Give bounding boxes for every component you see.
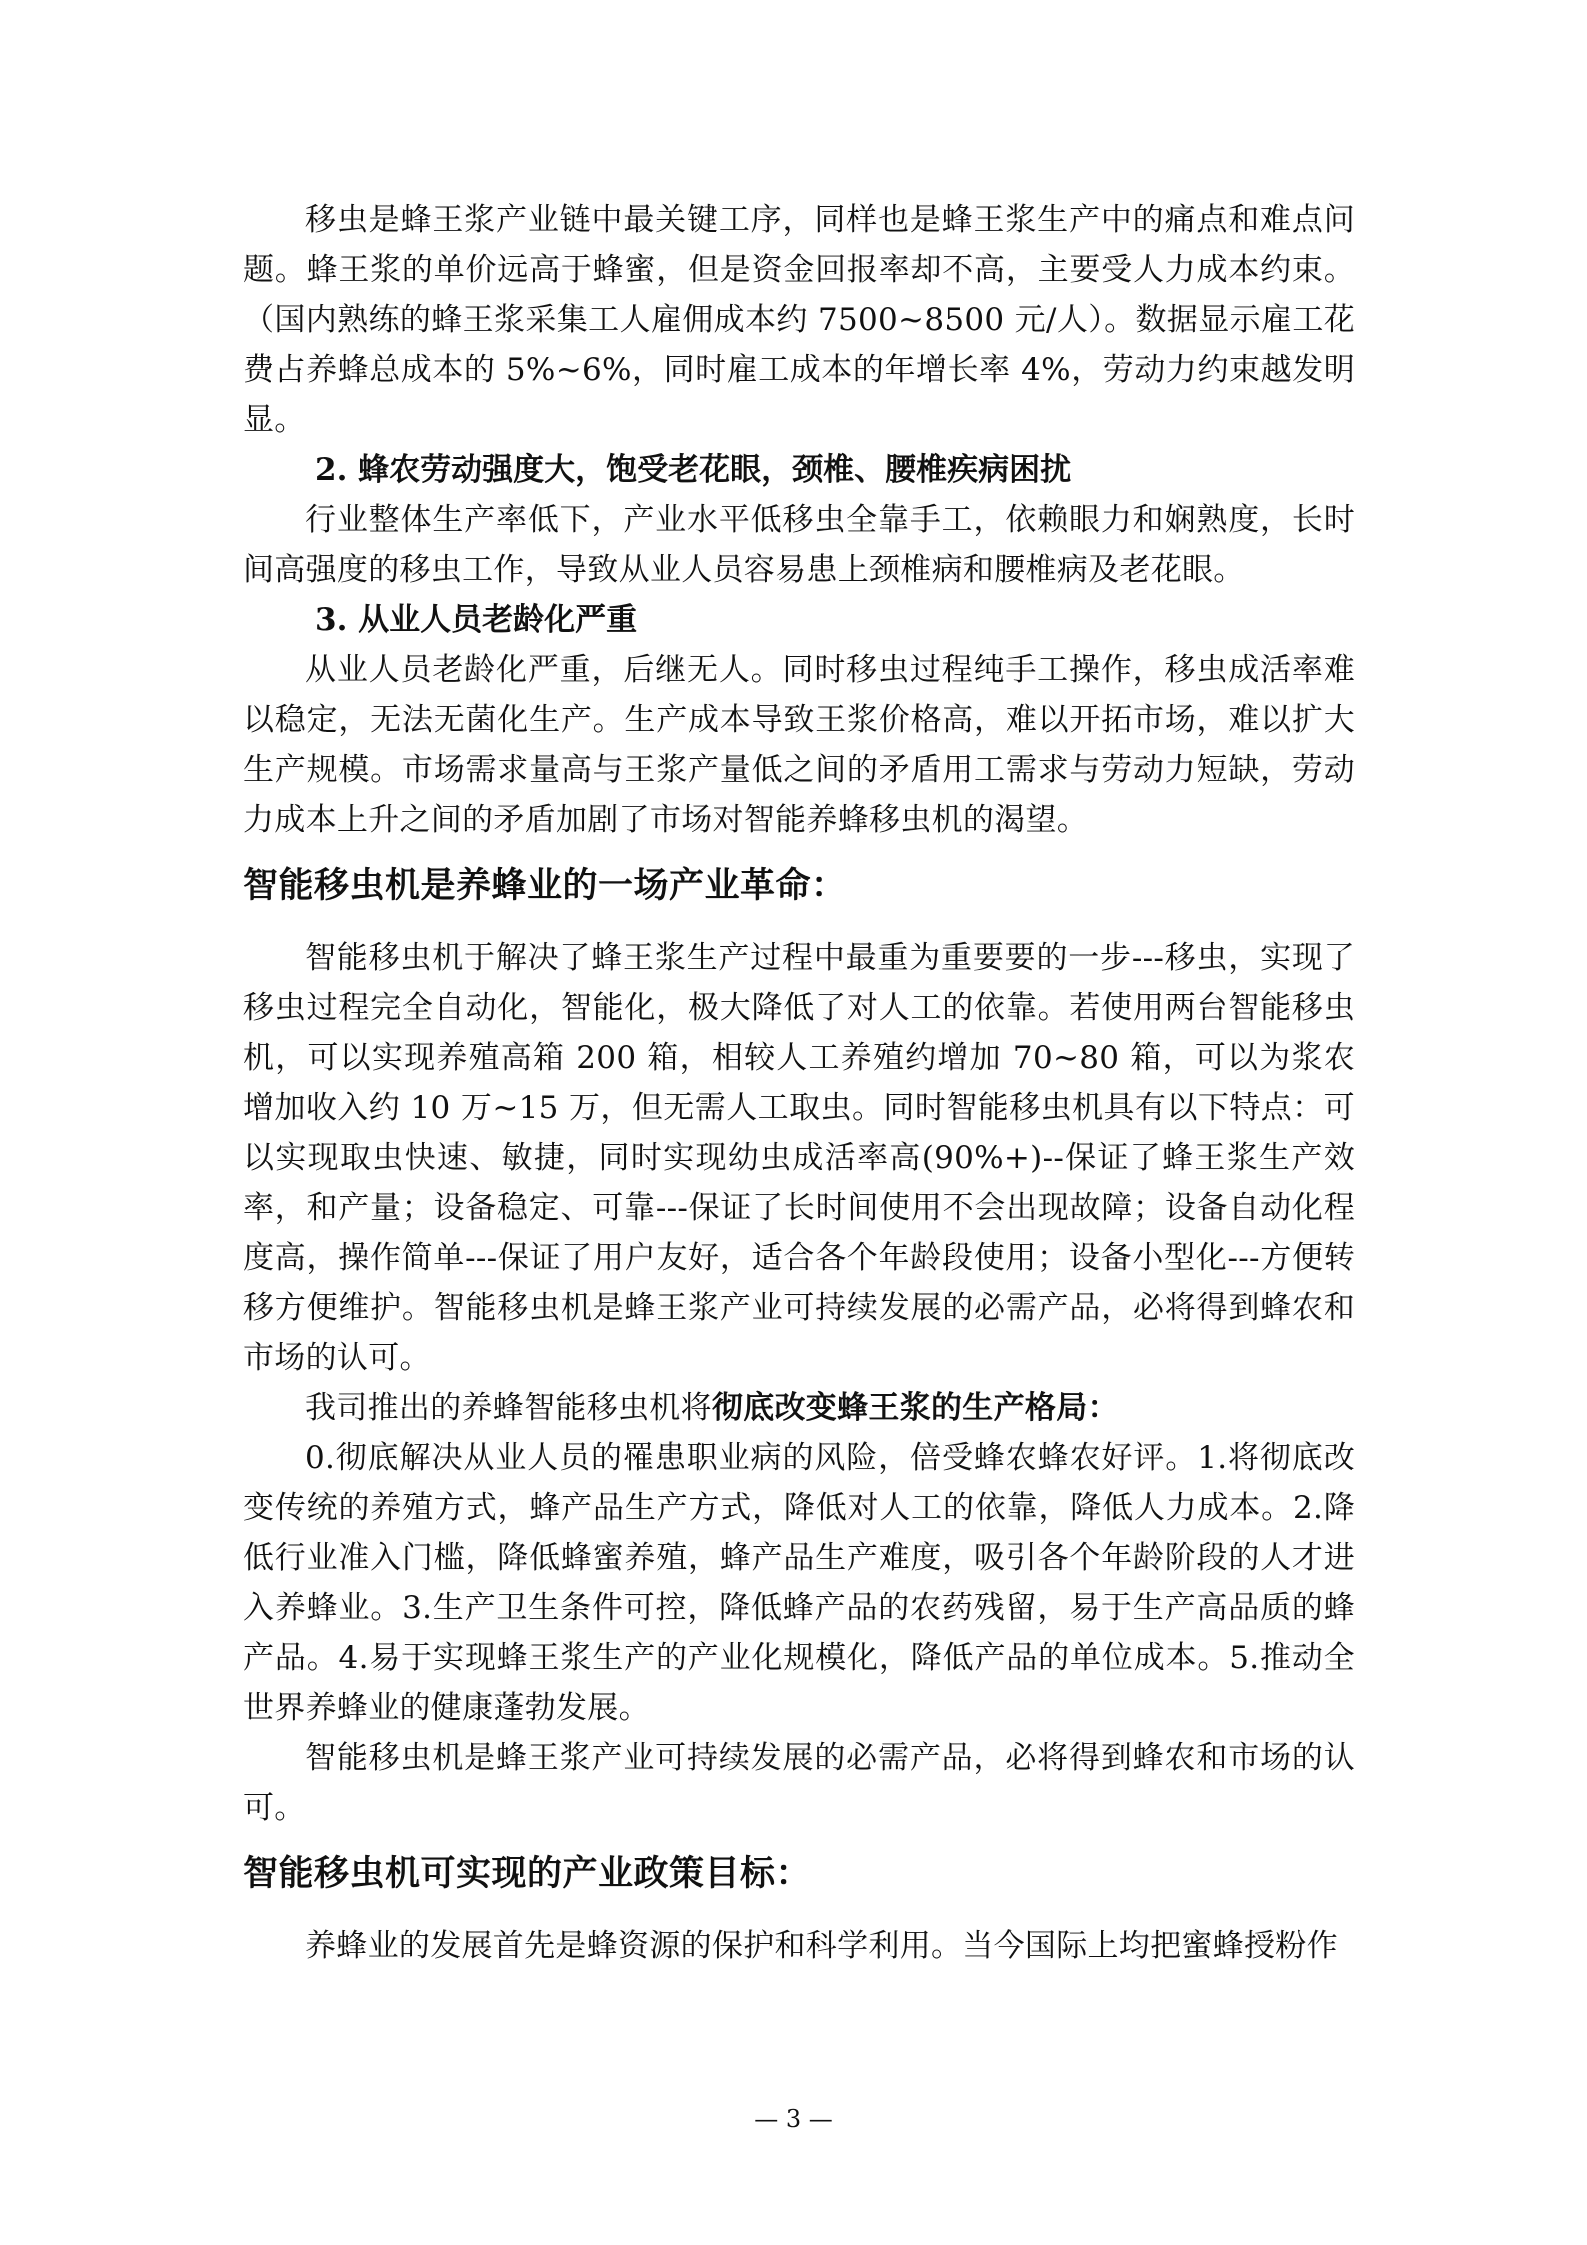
paragraph-labor-cost: 移虫是蜂王浆产业链中最关键工序，同样也是蜂王浆生产中的痛点和难点问题。蜂王浆的单价远高于蜂蜜，但是资金回报率却不高，主要受人力成本约束。（国内熟练的蜂王浆采集工人雇佣成本约 7500~8500 元/人）。数据显示雇工花费占养蜂总成本的 5%~6%，同时雇工成本的年增长率 4%，劳动力约束越发明显。: [243, 202, 1355, 438]
section-heading-policy-goals: 智能移虫机可实现的产业政策目标：: [243, 1854, 812, 1894]
paragraph-production-pattern-text: 我司推出的养蜂智能移虫机将: [305, 1390, 712, 1426]
document-body: [243, 195, 1355, 1971]
section-heading-revolution: 智能移虫机是养蜂业的一场产业革命：: [243, 866, 847, 906]
paragraph-impacts-list: 0.彻底解决从业人员的罹患职业病的风险，倍受蜂农蜂农好评。1.将彻底改变传统的养殖方式，蜂产品生产方式，降低对人工的依靠，降低人力成本。2.降低行业准入门槛，降低蜂蜜养殖，蜂产品生产难度，吸引各个年龄阶段的人才进入养蜂业。3.生产卫生条件可控，降低蜂产品的农药残留，易于生产高品质的蜂产品。4.易于实现蜂王浆生产的产业化规模化，降低产品的单位成本。5.推动全世界养蜂业的健康蓬勃发展。: [243, 1440, 1355, 1726]
paragraph-labor-intensity: 行业整体生产率低下，产业水平低移虫全靠手工，依赖眼力和娴熟度，长时间高强度的移虫工作，导致从业人员容易患上颈椎病和腰椎病及老花眼。: [243, 502, 1355, 588]
subheading-labor-intensity: 2. 蜂农劳动强度大，饱受老花眼，颈椎、腰椎疾病困扰: [315, 452, 1072, 488]
subheading-aging-workforce: 3. 从业人员老龄化严重: [315, 602, 638, 638]
paragraph-machine-features: 智能移虫机于解决了蜂王浆生产过程中最重为重要要的一步---移虫，实现了移虫过程完全自动化，智能化，极大降低了对人工的依靠。若使用两台智能移虫机，可以实现养殖高箱 200 箱，相较人工养殖约增加 70~80 箱，可以为浆农增加收入约 10 万~15 万，但无需人工取虫。同时智能移虫机具有以下特点：可以实现取虫快速、敏捷，同时实现幼虫成活率高(90%+)--保证了蜂王浆生产效率，和产量；设备稳定、可靠---保证了长时间使用不会出现故障；设备自动化程度高，操作简单---保证了用户友好，适合各个年龄段使用；设备小型化---方便转移方便维护。智能移虫机是蜂王浆产业可持续发展的必需产品，必将得到蜂农和市场的认可。: [243, 940, 1355, 1376]
paragraph-policy-intro: 养蜂业的发展首先是蜂资源的保护和科学利用。当今国际上均把蜜蜂授粉作: [305, 1928, 1338, 1964]
paragraph-production-pattern-emphasis: 彻底改变蜂王浆的生产格局：: [711, 1390, 1119, 1426]
paragraph-aging-workforce: 从业人员老龄化严重，后继无人。同时移虫过程纯手工操作，移虫成活率难以稳定，无法无菌化生产。生产成本导致王浆价格高，难以开拓市场，难以扩大生产规模。市场需求量高与王浆产量低之间的矛盾用工需求与劳动力短缺，劳动力成本上升之间的矛盾加剧了市场对智能养蜂移虫机的渴望。: [243, 652, 1355, 838]
page-number: — 3 —: [754, 2105, 833, 2133]
paragraph-conclusion: 智能移虫机是蜂王浆产业可持续发展的必需产品，必将得到蜂农和市场的认可。: [243, 1740, 1355, 1826]
paragraph-production-pattern: [243, 1383, 1355, 1433]
